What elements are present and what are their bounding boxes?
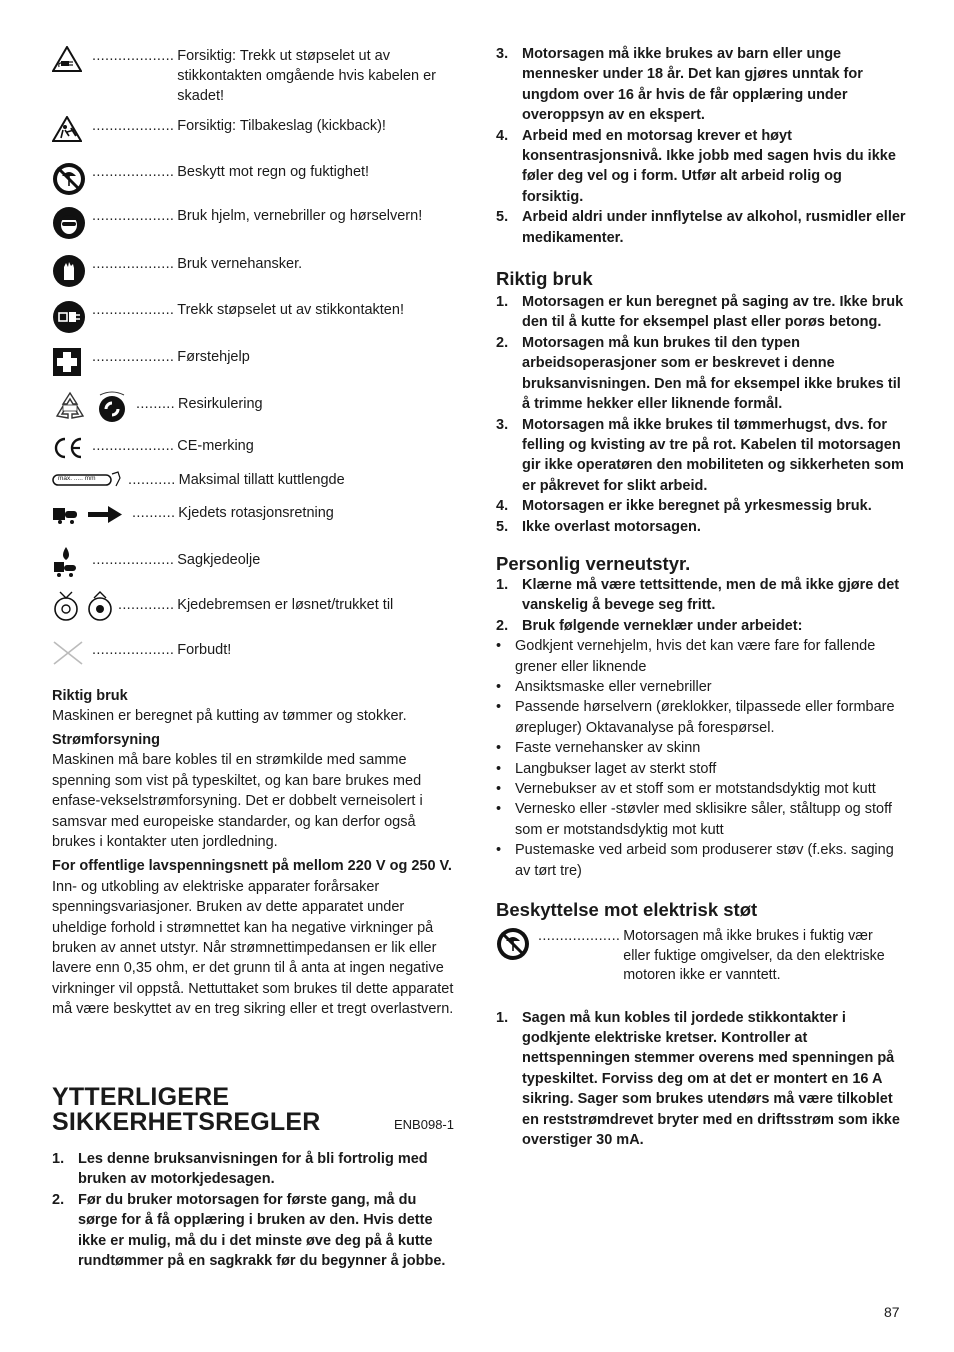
symbol-text: Sagkjedeolje (177, 552, 261, 568)
kickback-warning-icon (52, 116, 82, 142)
leader-dots: ................... (92, 552, 175, 568)
symbol-text: Forsiktig: Trekk ut støpselet ut av stikkontakten omgående hvis kabelen er skadet! (177, 48, 436, 104)
leader-dots: ................... (92, 642, 175, 658)
symbol-text: Trekk støpselet ut av stikkontakten! (177, 302, 404, 318)
leader-dots: ................... (538, 928, 621, 945)
unplug-icon (52, 300, 86, 334)
bar-length-icon (52, 470, 122, 488)
bullet-item: • Vernesko eller -støvler med sklisikre såler, ståltupp og stoff som er motstandsdyktig mot kutt (496, 801, 892, 838)
gloves-icon (52, 254, 86, 288)
symbol-row (52, 503, 458, 525)
symbol-text: Resirkulering (177, 396, 263, 412)
plug-warning-icon (52, 46, 82, 72)
document-code: ENB098-1 (394, 1117, 454, 1132)
symbol-row (52, 590, 458, 622)
symbol-row (52, 162, 458, 196)
list-item: 1. Les denne bruksanvisningen for å bli fortrolig med bruken av motorkjedesagen. (52, 1151, 428, 1188)
shock-symbol-row (496, 927, 906, 986)
leader-dots: ......... (136, 396, 175, 412)
shock-list (496, 1008, 906, 1151)
symbol-text: Bruk vernehansker. (177, 256, 303, 272)
leader-dots: ................... (92, 208, 175, 224)
leader-dots: ........... (128, 472, 176, 488)
additional-rules-list-continued (496, 44, 906, 248)
chain-brake-released-icon (52, 590, 80, 622)
list-item: 1. Klærne må være tettsittende, men de må ikke gjøre det vanskelig å bevege seg fritt. (496, 576, 900, 614)
intended-use-text: Maskinen er beregnet på kutting av tømmer og stokker. (52, 708, 407, 724)
leader-dots: ................... (92, 302, 175, 318)
symbol-row (52, 347, 458, 377)
symbol-row (52, 546, 458, 578)
chain-rotation-icon (52, 503, 126, 525)
symbol-row (52, 470, 458, 490)
leader-dots: ................... (92, 48, 175, 64)
symbol-text: Maksimal tillatt kuttlengde (178, 472, 345, 488)
bullet-item: • Ansiktsmaske eller vernebriller (496, 678, 712, 695)
leader-dots: ................... (92, 256, 175, 272)
section-title-line1: YTTERLIGERE (52, 1083, 230, 1111)
public-grid-heading: For offentlige lavspenningsnett på mellom 220 V og 250 V. (52, 858, 452, 875)
bullet-item: • Godkjent vernehjelm, hvis det kan være fare for fallende grener eller liknende (496, 638, 876, 675)
power-supply-text: Maskinen må bare kobles til en strømkilde med samme spenning som vist på typeskiltet, og kan bare brukes med enfase-vekselstrømforsyning. Det er dobbelt verneisolert i samsvar med europeiske standarder, og kan derfor også brukes i kontakter uten jordledning. (52, 752, 423, 851)
green-dot-icon (94, 390, 130, 424)
symbol-text: Førstehjelp (177, 349, 250, 365)
bullet-item: • Langbukser laget av sterkt stoff (496, 760, 717, 777)
list-item: 1. Sagen må kun kobles til jordede stikkontakter i godkjente elektriske kretser. Kontroller at nettspenningen stemmer overens med spenningen på typeskiltet. Forviss deg om at det er montert en 16 A sikring. Sager som brukes utendørs må være tilkoblet en reststrømdrevet bryter med en driftsstrøm som ikke overstiger 30 mA. (496, 1009, 900, 1148)
first-aid-icon (52, 347, 82, 377)
list-item: 2. Før du bruker motorsagen for første gang, må du sørge for å få opplæring i bruken av den. Hvis dette ikke er mulig, må du i det minste øve deg på å kutte rundtømmer på en sagkrakk før du begynner å jobbe. (52, 1191, 446, 1270)
correct-use-list (496, 292, 906, 537)
recycling-icon (52, 390, 88, 424)
list-item: 5. Ikke overlast motorsagen. (496, 518, 701, 535)
list-item: 2. Motorsagen må kun brukes til den typen arbeidsoperasjoner som er beskrevet i denne bruksanvisningen. Den må for eksempel ikke brukes til å trimme hekker eller liknende formål. (496, 334, 901, 413)
leader-dots: ................... (92, 438, 175, 454)
bar-length-label: max. ..... mm (58, 475, 96, 482)
list-item: 1. Motorsagen er kun beregnet på saging av tre. Ikke bruk den til å kutte for eksempel plast eller porøs betong. (496, 294, 904, 331)
symbol-text: Bruk hjelm, vernebriller og hørselvern! (177, 208, 423, 224)
symbol-row (52, 116, 458, 142)
symbol-text: Forsiktig: Tilbakeslag (kickback)! (177, 118, 386, 134)
symbol-text: Beskytt mot regn og fuktighet! (177, 164, 370, 180)
page-number: 87 (884, 1304, 900, 1320)
bullet-item: • Vernebukser av et stoff som er motstandsdyktig mot kutt (496, 781, 876, 797)
correct-use-heading: Riktig bruk (496, 268, 593, 290)
ppe-heading: Personlig verneutstyr. (496, 552, 691, 574)
leader-dots: .......... (132, 505, 176, 521)
chain-oil-icon (52, 546, 80, 578)
shock-heading: Beskyttelse mot elektrisk støt (496, 899, 758, 921)
list-item: 2. Bruk følgende verneklær under arbeidet: (496, 617, 803, 634)
helmet-goggles-earmuffs-icon (52, 206, 86, 240)
list-item: 5. Arbeid aldri under innflytelse av alkohol, rusmidler eller medikamenter. (496, 209, 906, 246)
list-item: 3. Motorsagen må ikke brukes til tømmerhugst, dvs. for felling og kvisting av tre på rot. Kabelen til motorsagen gir ikke operatøren den mobiliteten og sikkerheten som er påkrevet for slikt arbeid. (496, 416, 904, 494)
bullet-item: • Pustemaske ved arbeid som produserer støv (f.eks. saging av tørt tre) (496, 842, 894, 879)
symbol-text: Kjedebremsen er løsnet/trukket til (177, 597, 394, 613)
intended-use-section (52, 686, 458, 1020)
power-supply-heading: Strømforsyning (52, 732, 160, 749)
additional-rules-list (52, 1149, 458, 1271)
bullet-item: • Passende hørselvern (øreklokker, tilpassede eller formbare ørepluger) Oktavanalyse på forespørsel. (496, 699, 895, 736)
leader-dots: ................... (92, 164, 175, 180)
no-rain-icon (496, 927, 530, 961)
symbol-row (52, 46, 458, 106)
symbol-row (52, 300, 458, 334)
ppe-bullets (496, 636, 906, 881)
symbol-text: Forbudt! (177, 642, 232, 658)
list-item: 4. Arbeid med en motorsag krever et høyt konsentrasjonsnivå. Ikke jobb med sagen hvis du ikke føler deg vel og i form. Utfør alt arbeid rolig og forsiktig. (496, 127, 896, 205)
list-item: 3. Motorsagen må ikke brukes av barn eller unge mennesker under 18 år. Det kan gjøres unntak for ungdom over 16 år hvis de får opplæring under overoppsyn av en ekspert. (496, 46, 863, 124)
leader-dots: ................... (92, 118, 175, 134)
ce-mark-icon (52, 436, 84, 460)
list-item: 4. Motorsagen er ikke beregnet på yrkesmessig bruk. (496, 498, 872, 515)
public-grid-text: Inn- og utkobling av elektriske apparater forårsaker spenningsvariasjoner. Bruken av dette apparatet under uheldige forhold i strømnettet kan ha negative virkninger på bruken av annet utstyr. Når strømnettimpedansen er lik eller lavere enn 0,35 ohm, er det grunn til å anta at ingen negative virkninger vil oppstå. Nettuttaket som brukes til dette apparatet må være beskyttet av en treg sikring eller et tregt overlastvern. (52, 878, 454, 1018)
leader-dots: ................... (92, 349, 175, 365)
symbol-row (52, 390, 458, 424)
bullet-item: • Faste vernehansker av skinn (496, 740, 701, 757)
intended-use-heading: Riktig bruk (52, 688, 128, 704)
right-column (496, 44, 906, 1150)
symbol-text: Kjedets rotasjonsretning (178, 505, 334, 521)
additional-safety-section (52, 1085, 458, 1271)
symbol-row (52, 206, 458, 240)
symbol-text: CE-merking (177, 438, 254, 454)
ppe-list (496, 575, 906, 636)
symbol-row (52, 254, 458, 288)
symbol-row (52, 640, 458, 666)
section-title-line2: SIKKERHETSREGLER (52, 1108, 321, 1136)
symbol-row (52, 436, 458, 460)
leader-dots: ............. (118, 597, 175, 613)
chain-brake-applied-icon (86, 590, 114, 622)
shock-note: Motorsagen må ikke brukes i fuktig vær eller fuktige omgivelser, da den elektriske motoren ikke er vanntett. (623, 928, 885, 984)
forbidden-icon (52, 640, 84, 666)
no-rain-icon (52, 162, 86, 196)
